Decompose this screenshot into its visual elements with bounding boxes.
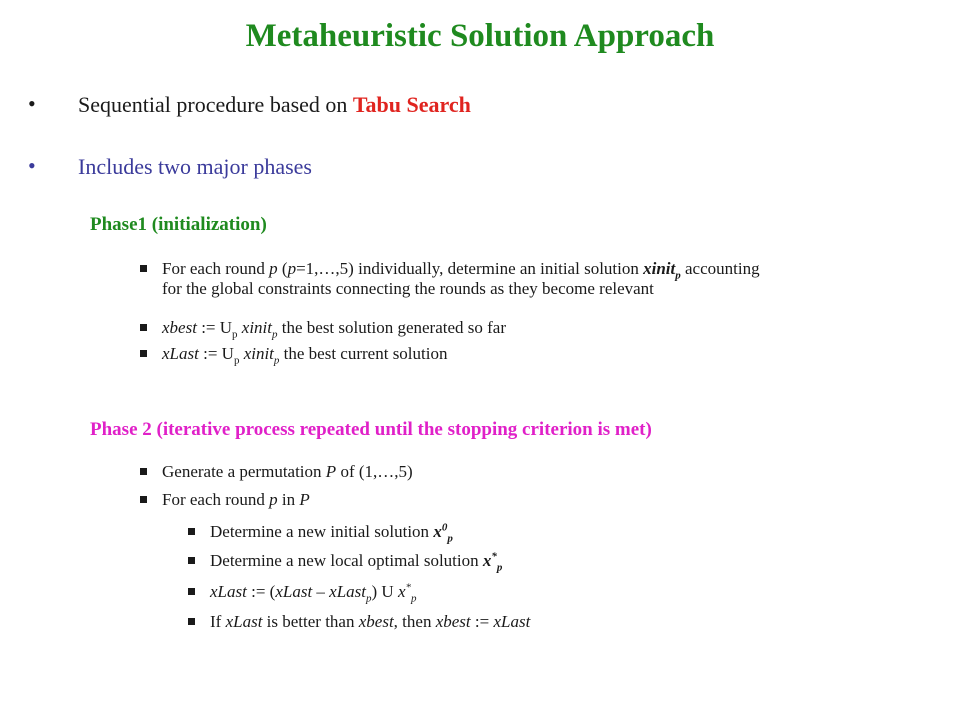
- phase2-heading: Phase 2 (iterative process repeated until the stopping criterion is met): [90, 419, 652, 440]
- square-bullet-icon: [140, 350, 147, 357]
- square-bullet-icon: [140, 496, 147, 503]
- square-bullet-icon: [140, 265, 147, 272]
- item-text: xLast := $U_p$ xinit$_p$ the best current solution: [162, 344, 448, 367]
- item-text: Determine a new initial solution $x^0_p$: [210, 521, 453, 545]
- item-text: For each round p (p=1,…,5) individually, determine an initial solution xinit$_p$ accounting for the global constraints connecting the rounds as they become relevant: [162, 259, 760, 298]
- square-bullet-icon: [188, 557, 195, 564]
- item-text: Generate a permutation P of (1,…,5): [162, 462, 413, 481]
- square-bullet-icon: [140, 468, 147, 475]
- square-bullet-icon: [188, 588, 195, 595]
- bullet-dot: •: [28, 153, 36, 178]
- item-text: Determine a new local optimal solution $x^*_p$: [210, 550, 503, 574]
- phase1-heading: Phase1 (initialization): [90, 214, 267, 235]
- bullet-prefix: Sequential procedure based on: [78, 92, 353, 117]
- bullet-text: [78, 92, 471, 118]
- tabu-search-highlight: Tabu Search: [352, 92, 471, 117]
- square-bullet-icon: [140, 324, 147, 331]
- item-text: If xLast is better than xbest, then xbest := xLast: [210, 612, 531, 631]
- item-text: For each round p in P: [162, 490, 310, 509]
- item-text: xLast := (xLast – xLast$_p$) U $x^*_p$: [210, 581, 417, 605]
- slide-title: Metaheuristic Solution Approach: [245, 18, 715, 54]
- item-text: xbest := $U_p$ xinit$_p$ the best solution generated so far: [162, 318, 506, 341]
- bullet-dot: •: [28, 91, 36, 116]
- square-bullet-icon: [188, 618, 195, 625]
- square-bullet-icon: [188, 528, 195, 535]
- bullet-text: Includes two major phases: [78, 154, 312, 179]
